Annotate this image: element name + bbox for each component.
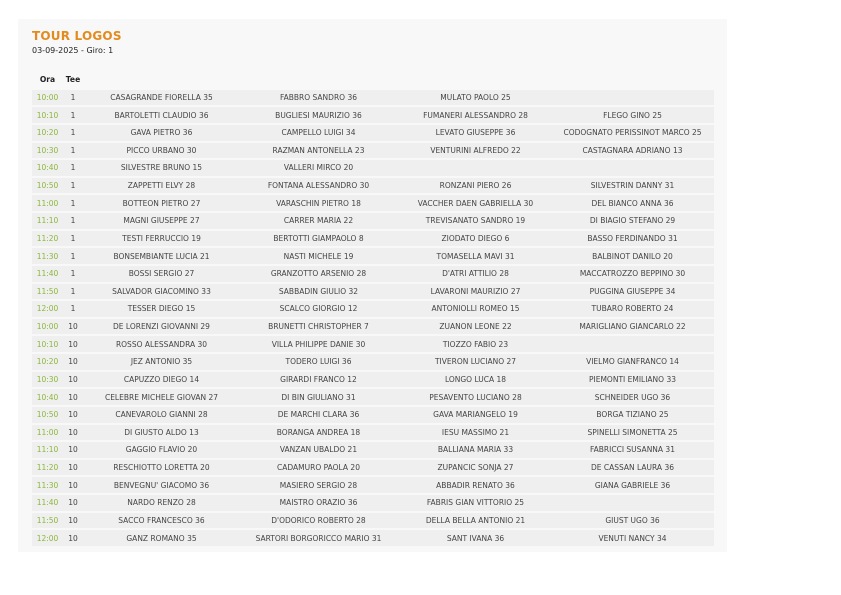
tee-number: 10 [68, 445, 78, 455]
header-ora: Ora [39, 75, 56, 85]
player-name: ZAPPETTI ELVY 28 [127, 181, 196, 191]
tee-times-card [18, 19, 727, 552]
player-name: BASSO FERDINANDO 31 [587, 233, 678, 243]
tee-number: 1 [70, 198, 76, 208]
player-name: BERTOTTI GIAMPAOLO 8 [273, 233, 364, 243]
table-row [32, 442, 714, 458]
player-name: JEZ ANTONIO 35 [130, 357, 193, 367]
player-name: ZIODATO DIEGO 6 [441, 233, 510, 243]
player-name: SCALCO GIORGIO 12 [279, 304, 358, 314]
player-name: PIEMONTI EMILIANO 33 [588, 374, 677, 384]
player-name: RESCHIOTTO LORETTA 20 [113, 463, 210, 473]
tee-time: 10:20 [36, 128, 59, 138]
tee-times-table [32, 72, 714, 548]
player-name: BORANGA ANDREA 18 [276, 427, 361, 437]
tee-number: 1 [70, 216, 76, 226]
player-name: VANZAN UBALDO 21 [279, 445, 358, 455]
table-row [32, 266, 714, 282]
tee-time: 12:00 [36, 304, 59, 314]
player-name: VILLA PHILIPPE DANIE 30 [271, 339, 366, 349]
player-name: DE LORENZI GIOVANNI 29 [113, 322, 210, 332]
player-name: VIELMO GIANFRANCO 14 [586, 357, 679, 367]
tee-time: 12:00 [36, 533, 59, 543]
player-name: TESSER DIEGO 15 [127, 304, 196, 314]
player-name: FONTANA ALESSANDRO 30 [267, 181, 370, 191]
player-name: MACCATROZZO BEPPINO 30 [579, 269, 686, 279]
table-row [32, 354, 714, 370]
tee-number: 1 [70, 163, 76, 173]
player-name: TIVERON LUCIANO 27 [434, 357, 517, 367]
player-name: CASTAGNARA ADRIANO 13 [582, 145, 683, 155]
table-row [32, 477, 714, 493]
player-name: BRUNETTI CHRISTOPHER 7 [268, 322, 369, 332]
table-row [32, 389, 714, 405]
table-row [32, 460, 714, 476]
player-name: DE CASSAN LAURA 36 [591, 463, 674, 473]
player-name: CANEVAROLO GIANNI 28 [115, 410, 208, 420]
player-name: GAVA MARIANGELO 19 [433, 410, 518, 420]
player-name: BALBINOT DANILO 20 [592, 251, 673, 261]
player-name: RAZMAN ANTONELLA 23 [272, 145, 365, 155]
player-name: SILVESTRE BRUNO 15 [120, 163, 203, 173]
player-name: RONZANI PIERO 26 [439, 181, 512, 191]
player-name: FABRIS GIAN VITTORIO 25 [426, 498, 525, 508]
player-name: NARDO RENZO 28 [127, 498, 196, 508]
player-name: GAGGIO FLAVIO 20 [125, 445, 198, 455]
player-name: BENVEGNU' GIACOMO 36 [113, 480, 210, 490]
table-row [32, 90, 714, 106]
tee-time: 10:20 [36, 357, 59, 367]
player-name: TUBARO ROBERTO 24 [591, 304, 674, 314]
player-name: MASIERO SERGIO 28 [279, 480, 358, 490]
player-name: GIUST UGO 36 [605, 515, 660, 525]
tee-number: 1 [70, 181, 76, 191]
player-name: CAPUZZO DIEGO 14 [123, 374, 200, 384]
player-name: DEL BIANCO ANNA 36 [591, 198, 674, 208]
player-name: TREVISANATO SANDRO 19 [425, 216, 526, 226]
date-round-subtitle: 03-09-2025 - Giro: 1 [32, 46, 114, 55]
table-row [32, 319, 714, 335]
player-name: BARTOLETTI CLAUDIO 36 [114, 110, 209, 120]
tee-time: 11:10 [36, 216, 59, 226]
table-row [32, 301, 714, 317]
player-name: CAMPELLO LUIGI 34 [281, 128, 356, 138]
table-row [32, 107, 714, 123]
player-name: SALVADOR GIACOMINO 33 [112, 286, 211, 296]
table-header-row [32, 72, 714, 88]
player-name: FLEGO GINO 25 [603, 110, 662, 120]
player-name: NASTI MICHELE 19 [283, 251, 354, 261]
tee-time: 11:50 [36, 286, 59, 296]
tee-time: 10:50 [36, 410, 59, 420]
player-name: DE MARCHI CLARA 36 [277, 410, 360, 420]
player-name: CARRER MARIA 22 [283, 216, 354, 226]
tee-number: 10 [68, 357, 78, 367]
tee-number: 10 [68, 392, 78, 402]
tee-number: 10 [68, 480, 78, 490]
player-name: GIRARDI FRANCO 12 [280, 374, 357, 384]
player-name: LEVATO GIUSEPPE 36 [435, 128, 516, 138]
player-name: SCHNEIDER UGO 36 [594, 392, 671, 402]
tee-time: 11:00 [36, 198, 59, 208]
player-name: TOMASELLA MAVI 31 [436, 251, 515, 261]
tee-time: 10:00 [36, 92, 59, 102]
tee-number: 1 [70, 233, 76, 243]
tee-number: 1 [70, 304, 76, 314]
tee-time: 11:30 [36, 480, 59, 490]
table-row [32, 336, 714, 352]
player-name: TIOZZO FABIO 23 [442, 339, 509, 349]
player-name: GRANZOTTO ARSENIO 28 [270, 269, 367, 279]
table-row [32, 407, 714, 423]
player-name: VENTURINI ALFREDO 22 [430, 145, 521, 155]
player-name: CASAGRANDE FIORELLA 35 [110, 92, 213, 102]
tee-time: 11:20 [36, 233, 59, 243]
tee-number: 10 [68, 339, 78, 349]
tee-time: 11:10 [36, 445, 59, 455]
tee-number: 1 [70, 92, 76, 102]
player-name: DELLA BELLA ANTONIO 21 [425, 515, 526, 525]
player-name: ZUANON LEONE 22 [439, 322, 512, 332]
player-name: FUMANERI ALESSANDRO 28 [423, 110, 528, 120]
player-name: D'ATRI ATTILIO 28 [442, 269, 509, 279]
player-name: GANZ ROMANO 35 [126, 533, 197, 543]
player-name: BOTTEON PIETRO 27 [122, 198, 201, 208]
table-row [32, 160, 714, 176]
tee-time: 11:30 [36, 251, 59, 261]
page-title: TOUR LOGOS [32, 29, 122, 43]
player-name: BUGLIESI MAURIZIO 36 [275, 110, 362, 120]
tee-number: 10 [68, 374, 78, 384]
table-row [32, 495, 714, 511]
tee-time: 10:50 [36, 181, 59, 191]
tee-number: 1 [70, 286, 76, 296]
player-name: SARTORI BORGORICCO MARIO 31 [255, 533, 382, 543]
tee-number: 10 [68, 498, 78, 508]
player-name: SILVESTRIN DANNY 31 [590, 181, 675, 191]
player-name: VACCHER DAEN GABRIELLA 30 [417, 198, 534, 208]
player-name: SACCO FRANCESCO 36 [118, 515, 205, 525]
table-row [32, 143, 714, 159]
player-name: SPINELLI SIMONETTA 25 [587, 427, 678, 437]
tee-number: 1 [70, 110, 76, 120]
table-row [32, 530, 714, 546]
player-name: ZUPANCIC SONJA 27 [437, 463, 514, 473]
player-name: VENUTI NANCY 34 [598, 533, 667, 543]
table-row [32, 178, 714, 194]
player-name: SANT IVANA 36 [446, 533, 505, 543]
table-row [32, 425, 714, 441]
player-name: MAISTRO ORAZIO 36 [279, 498, 358, 508]
player-name: ABBADIR RENATO 36 [436, 480, 515, 490]
table-row [32, 248, 714, 264]
player-name: GIANA GABRIELE 36 [594, 480, 671, 490]
tee-time: 11:00 [36, 427, 59, 437]
table-row [32, 513, 714, 529]
table-row [32, 231, 714, 247]
tee-number: 10 [68, 427, 78, 437]
header-tee: Tee [65, 75, 81, 85]
tee-time: 11:40 [36, 498, 59, 508]
player-name: TODERO LUIGI 36 [285, 357, 352, 367]
player-name: SABBADIN GIULIO 32 [278, 286, 359, 296]
player-name: GAVA PIETRO 36 [130, 128, 193, 138]
player-name: PICCO URBANO 30 [126, 145, 197, 155]
player-name: DI GIUSTO ALDO 13 [124, 427, 199, 437]
player-name: PESAVENTO LUCIANO 28 [429, 392, 522, 402]
table-row [32, 125, 714, 141]
tee-time: 11:50 [36, 515, 59, 525]
tee-time: 10:10 [36, 339, 59, 349]
tee-number: 1 [70, 251, 76, 261]
tee-time: 10:10 [36, 110, 59, 120]
player-name: MARIGLIANO GIANCARLO 22 [579, 322, 686, 332]
player-name: LAVARONI MAURIZIO 27 [430, 286, 521, 296]
tee-number: 10 [68, 463, 78, 473]
player-name: MULATO PAOLO 25 [440, 92, 511, 102]
tee-time: 10:30 [36, 374, 59, 384]
player-name: CELEBRE MICHELE GIOVAN 27 [104, 392, 219, 402]
player-name: FABBRO SANDRO 36 [279, 92, 357, 102]
tee-number: 10 [68, 515, 78, 525]
tee-time: 10:30 [36, 145, 59, 155]
player-name: DI BIAGIO STEFANO 29 [589, 216, 676, 226]
table-row [32, 213, 714, 229]
tee-number: 1 [70, 128, 76, 138]
player-name: ROSSO ALESSANDRA 30 [115, 339, 208, 349]
tee-number: 1 [70, 269, 76, 279]
player-name: LONGO LUCA 18 [444, 374, 507, 384]
tee-time: 11:40 [36, 269, 59, 279]
table-row [32, 195, 714, 211]
player-name: TESTI FERRUCCIO 19 [122, 233, 201, 243]
player-name: BONSEMBIANTE LUCIA 21 [113, 251, 210, 261]
tee-time: 10:40 [36, 163, 59, 173]
player-name: IESU MASSIMO 21 [441, 427, 510, 437]
player-name: BORGA TIZIANO 25 [596, 410, 669, 420]
tee-time: 11:20 [36, 463, 59, 473]
tee-number: 10 [68, 533, 78, 543]
table-row [32, 372, 714, 388]
tee-time: 10:40 [36, 392, 59, 402]
tee-number: 10 [68, 322, 78, 332]
player-name: CODOGNATO PERISSINOT MARCO 25 [563, 128, 702, 138]
player-name: BOSSI SERGIO 27 [128, 269, 195, 279]
player-name: DI BIN GIULIANO 31 [281, 392, 356, 402]
tee-number: 1 [70, 145, 76, 155]
player-name: CADAMURO PAOLA 20 [277, 463, 360, 473]
player-name: ANTONIOLLI ROMEO 15 [431, 304, 520, 314]
tee-number: 10 [68, 410, 78, 420]
player-name: PUGGINA GIUSEPPE 34 [589, 286, 676, 296]
table-row [32, 284, 714, 300]
player-name: FABRICCI SUSANNA 31 [590, 445, 675, 455]
player-name: MAGNI GIUSEPPE 27 [123, 216, 200, 226]
tee-time: 10:00 [36, 322, 59, 332]
player-name: D'ODORICO ROBERTO 28 [271, 515, 366, 525]
player-name: VARASCHIN PIETRO 18 [276, 198, 361, 208]
player-name: VALLERI MIRCO 20 [283, 163, 354, 173]
player-name: BALLIANA MARIA 33 [437, 445, 514, 455]
